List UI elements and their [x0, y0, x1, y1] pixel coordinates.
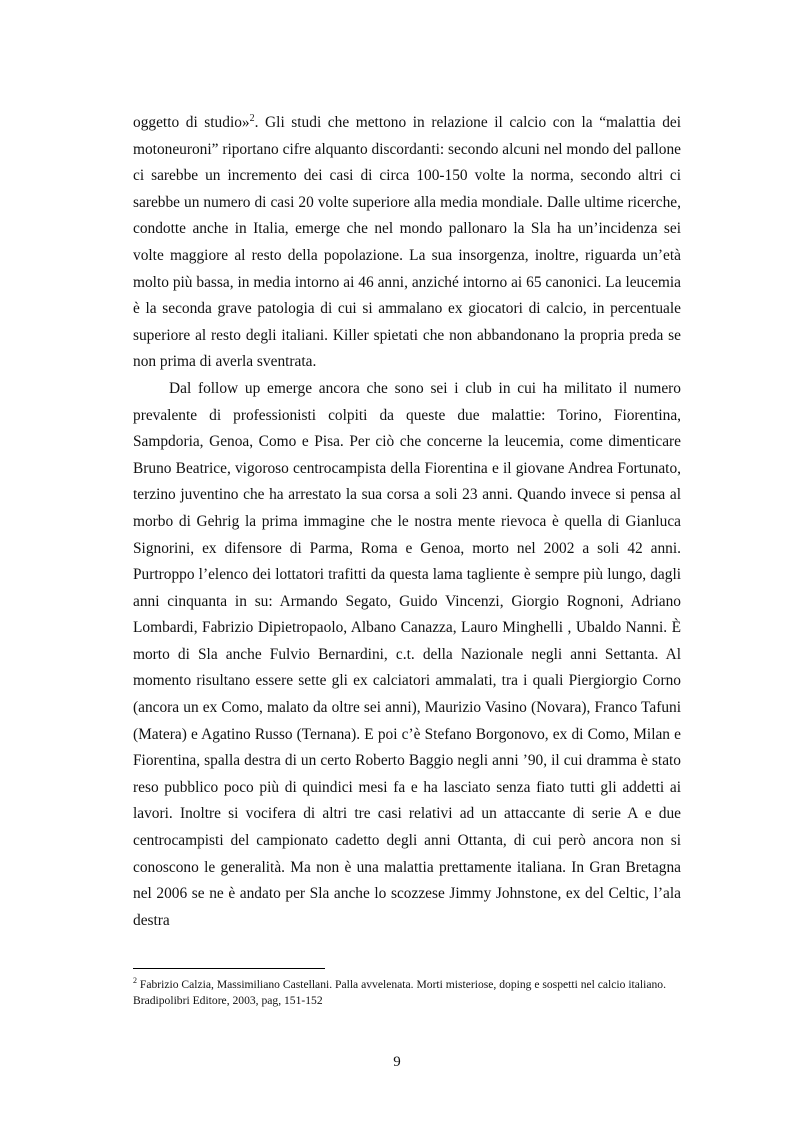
footnote-number: 2 — [133, 976, 137, 986]
footnote — [133, 977, 681, 1009]
paragraph-2: Dal follow up emerge ancora che sono sei i club in cui ha militato il numero prevalente di professionisti colpiti da queste due malattie: Torino, Fiorentina, Sampdoria, Genoa, Como e Pisa. Per ciò che concerne la leucemia, come dimenticare Bruno Beatrice, vigoroso centrocampista della Fiorentina e il giovane Andrea Fortunato, terzino juventino che ha arrestato la sua corsa a soli 23 anni. Quando invece si pensa al morbo di Gehrig la prima immagine che le nostra mente rievoca è quella di Gianluca Signorini, ex difensore di Parma, Roma e Genoa, morto nel 2002 a soli 42 anni. Purtroppo l’elenco dei lottatori trafitti da questa lama tagliente è sempre più lungo, dagli anni cinquanta in su: Armando Segato, Guido Vincenzi, Giorgio Rognoni, Adriano Lombardi, Fabrizio Dipietropaolo, Albano Canazza, Lauro Minghelli , Ubaldo Nanni. È morto di Sla anche Fulvio Bernardini, c.t. della Nazionale negli anni Settanta. Al momento risultano essere sette gli ex calciatori ammalati, tra i quali Piergiorgio Corno (ancora un ex Como, malato da oltre sei anni), Maurizio Vasino (Novara), Franco Tafuni (Matera) e Agatino Russo (Ternana). E poi c’è Stefano Borgonovo, ex di Como, Milan e Fiorentina, spalla destra di un certo Roberto Baggio negli anni ’90, il cui dramma è stato reso pubblico poco più di quindici mesi fa e ha lasciato senza fiato tutti gli addetti ai lavori. Inoltre si vocifera di altri tre casi relativi ad un attaccante di serie A e due centrocampisti del campionato cadetto degli anni Ottanta, di cui però ancora non si conoscono le generalità. Ma non è una malattia prettamente italiana. In Gran Bretagna nel 2006 se ne è andato per Sla anche lo scozzese Jimmy Johnstone, ex del Celtic, l’ala destra — [133, 379, 681, 929]
page-number: 9 — [393, 1054, 401, 1070]
paragraph-1-start: oggetto di studio» — [133, 114, 250, 131]
paragraph-1-rest: . Gli studi che mettono in relazione il calcio con la “malattia dei motoneuroni” riportano cifre alquanto discordanti: secondo alcuni nel mondo del pallone ci sarebbe un incremento dei casi di circa 100-150 volte la norma, secondo altri ci sarebbe un numero di casi 20 volte superiore alla media mondiale. Dalle ultime ricerche, condotte anche in Italia, emerge che nel mondo pallonaro la Sla ha un’incidenza sei volte maggiore al resto della popolazione. La sua insorgenza, inoltre, riguarda un’età molto più bassa, in media intorno ai 46 anni, anziché intorno ai 65 canonici. La leucemia è la seconda grave patologia di cui si ammalano ex giocatori di calcio, in percentuale superiore al resto degli italiani. Killer spietati che non abbandonano la propria preda se non prima di averla sventrata. — [133, 114, 682, 371]
footnote-separator — [133, 968, 325, 969]
paragraph-1 — [133, 110, 681, 376]
footnote-reference: 2 — [249, 112, 255, 124]
body-text — [133, 110, 681, 934]
footnote-text: Fabrizio Calzia, Massimiliano Castellani. Palla avvelenata. Morti misteriose, doping e sospetti nel calcio italiano. Bradipolibri Editore, 2003, pag, 151-152 — [133, 978, 666, 1007]
